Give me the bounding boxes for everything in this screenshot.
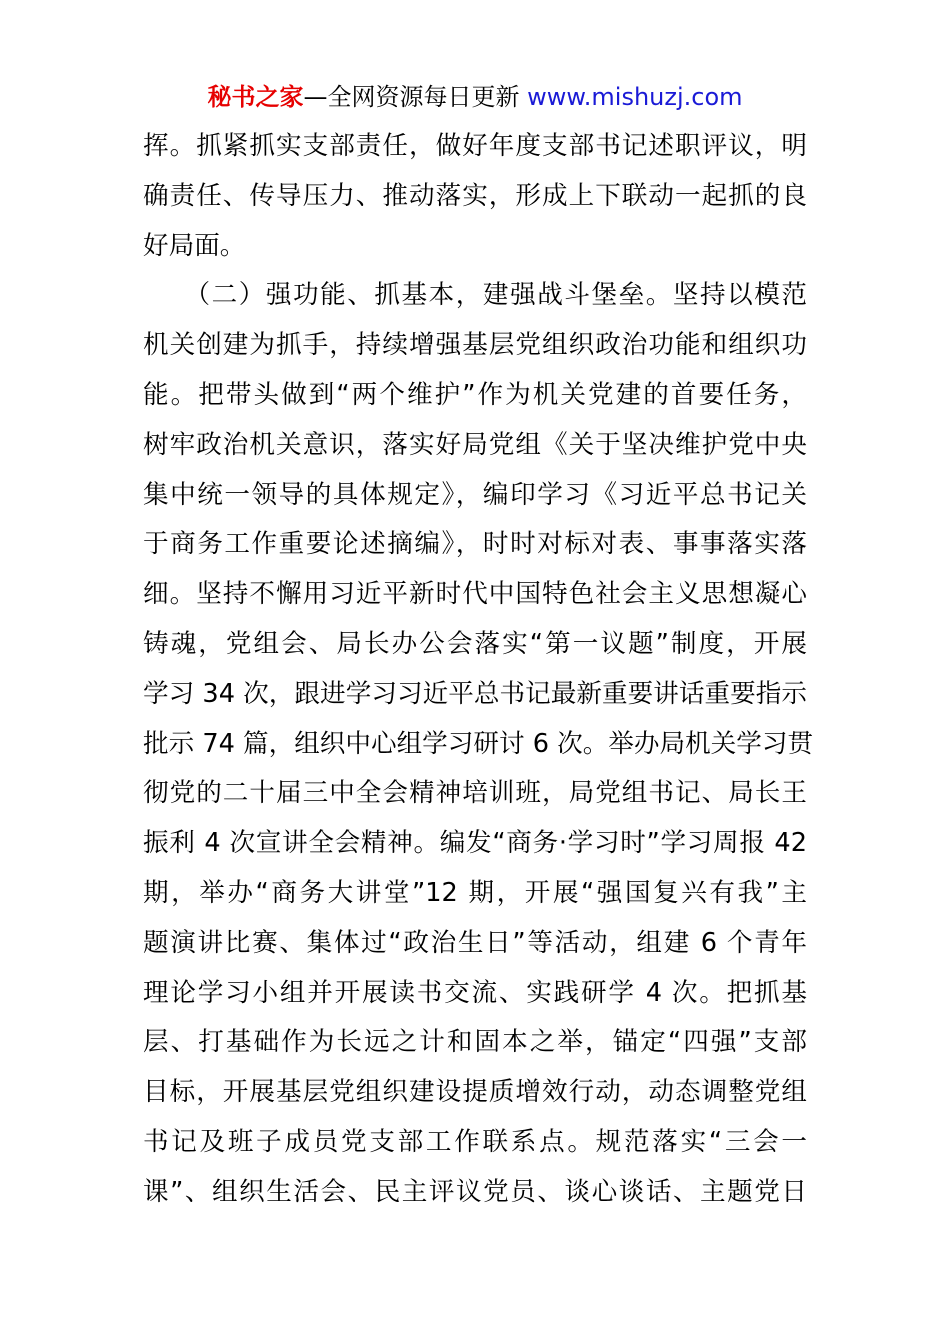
text-line: 铸魂，党组会、局长办公会落实“第一议题”制度，开展 <box>143 628 807 659</box>
text-line: 细。坚持不懈用习近平新时代中国特色社会主义思想凝心 <box>143 579 807 610</box>
text-line: 目标，开展基层党组织建设提质增效行动，动态调整党组 <box>143 1077 807 1108</box>
text-line: 机关创建为抓手，持续增强基层党组织政治功能和组织功 <box>143 330 807 361</box>
text-line: 学习 34 次，跟进学习习近平总书记最新重要讲话重要指示 <box>143 678 807 709</box>
document-body <box>143 122 814 1218</box>
text-line: 期，举办“商务大讲堂”12 期，开展“强国复兴有我”主 <box>143 877 807 908</box>
text-line: 理论学习小组并开展读书交流、实践研学 4 次。把抓基 <box>143 977 807 1008</box>
text-line: 确责任、传导压力、推动落实，形成上下联动一起抓的良 <box>143 180 807 211</box>
site-brand: 秘书之家 <box>207 83 304 111</box>
text-line: 振利 4 次宣讲全会精神。编发“商务·学习时”学习周报 42 <box>143 828 807 859</box>
text-line: 题演讲比赛、集体过“政治生日”等活动，组建 6 个青年 <box>143 927 807 958</box>
text-line: 批示 74 篇，组织中心组学习研讨 6 次。举办局机关学习贯 <box>143 728 814 759</box>
text-line: 树牢政治机关意识，落实好局党组《关于坚决维护党中央 <box>143 429 807 460</box>
text-line: 课”、组织生活会、民主评议党员、谈心谈话、主题党日 <box>143 1176 807 1207</box>
site-header <box>0 80 950 114</box>
text-line: 彻党的二十届三中全会精神培训班，局党组书记、局长王 <box>143 778 807 809</box>
text-line: 于商务工作重要论述摘编》，时时对标对表、事事落实落 <box>143 529 807 560</box>
text-line: 集中统一领导的具体规定》，编印学习《习近平总书记关 <box>143 479 807 510</box>
site-tagline: —全网资源每日更新 <box>303 83 528 111</box>
text-line: 能。把带头做到“两个维护”作为机关党建的首要任务， <box>143 379 807 410</box>
text-line: 挥。抓紧抓实支部责任，做好年度支部书记述职评议，明 <box>143 131 807 161</box>
text-line: 层、打基础作为长远之计和固本之举，锚定“四强”支部 <box>143 1027 807 1058</box>
site-url-link[interactable]: www.mishuzj.com <box>527 83 743 111</box>
text-line: 好局面。 <box>143 230 246 261</box>
text-line: 书记及班子成员党支部工作联系点。规范落实“三会一 <box>143 1126 807 1157</box>
text-line: （二）强功能、抓基本，建强战斗堡垒。坚持以模范 <box>143 280 807 311</box>
